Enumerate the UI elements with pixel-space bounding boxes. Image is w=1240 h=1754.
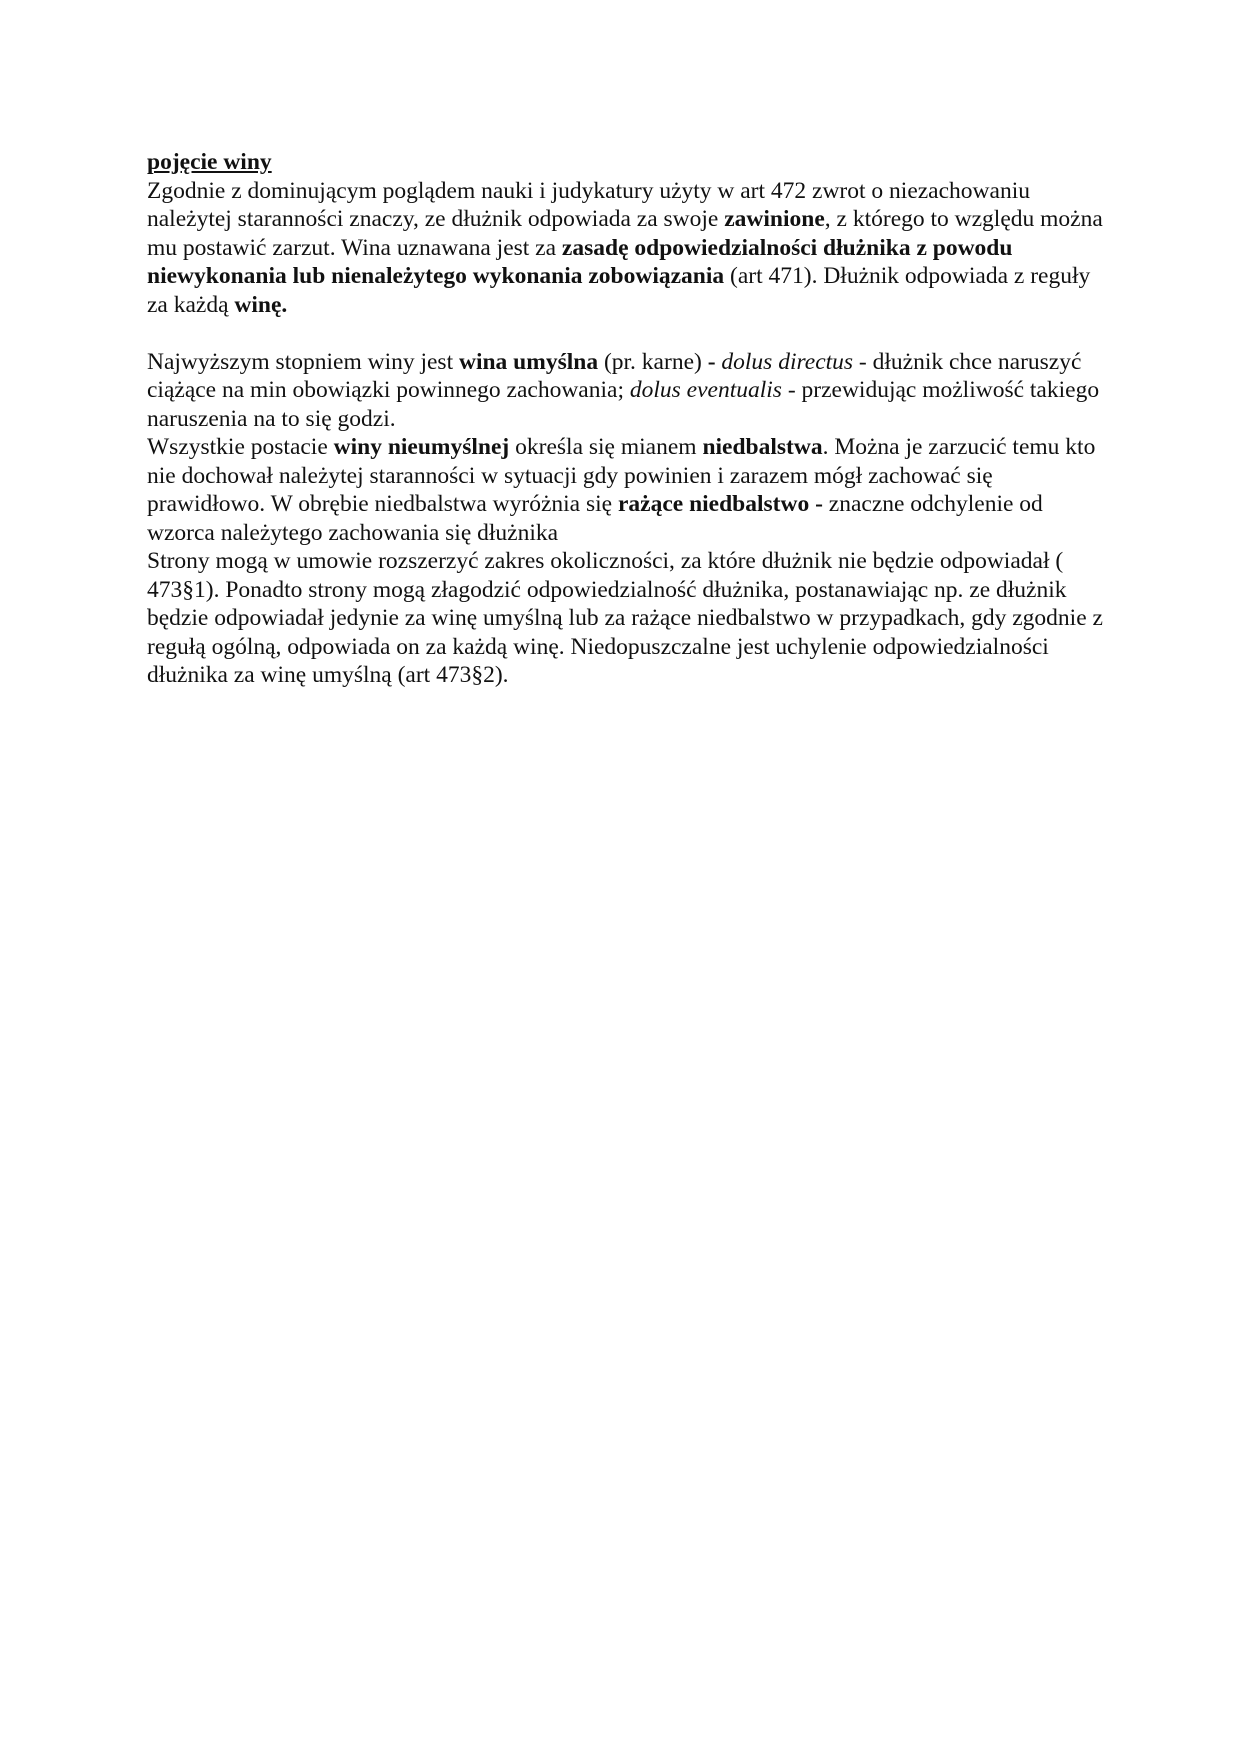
text-run: (art 471). Dłużnik odpowiada z reguły za każdą [147,263,1091,318]
text-run: zawinione [724,206,825,232]
text-run: dolus directus [721,348,854,375]
text-run: wina umyślna [458,348,599,375]
paragraph-spacer [147,319,1107,348]
text-run: zasadę odpowiedzialności dłużnika z powodu niewykonania lub nienależytego wykonania zobowiązania [147,234,1013,289]
text-run: winę. [234,291,288,318]
text-run: winy nieumyślnej [333,434,510,460]
document-title: pojęcie winy [147,149,272,175]
text-run: rażące niedbalstwo - [617,491,823,517]
text-run: znaczne odchylenie od wzorca należytego zachowania się dłużnika [147,491,1043,546]
text-run: dolus eventualis [629,377,782,403]
document-body [147,148,1107,690]
text-run: . Można je zarzucić temu kto nie dochował należytej staranności w sytuacji gdy powinien i zarazem mógł zachować się prawidłowo. W obrębie niedbalstwa wyróżnia się [147,434,1096,517]
paragraph-2 [147,348,1107,434]
text-run: Zgodnie z dominującym poglądem nauki i judykatury użyty w art 472 zwrot o niezachowaniu należytej staranności znaczy, ze dłużnik odpowiada za swoje [147,177,1030,232]
text-run: (pr. karne) [598,348,708,375]
text-run: Wszystkie postacie [147,434,334,460]
text-run: Najwyższym stopniem winy jest [147,348,459,375]
text-run: - przewidując możliwość takiego naruszenia na to się godzi. [147,377,1100,432]
text-run: niedbalstwa [702,434,823,460]
text-run: Strony mogą w umowie rozszerzyć zakres okoliczności, za które dłużnik nie będzie odpowiadał ( 473§1). Ponadto strony mogą złagodzić odpowiedzialność dłużnika, postanawiając np. ze dłużnik będzie odpowiadał jedynie za winę umyślną lub za rażące niedbalstwo w przypadkach, gdy zgodnie z regułą ogólną, odpowiada on za każdą winę. Niedopuszczalne jest uchylenie odpowiedzialności dłużnika za winę umyślną (art 473§2). [147,548,1103,688]
paragraph-4 [147,547,1107,690]
text-run: - [707,348,722,375]
text-run: , z którego to względu można mu postawić zarzut. Wina uznawana jest za [147,206,1103,261]
paragraph-1 [147,177,1107,320]
paragraph-3 [147,433,1107,547]
text-run: określa się mianem [509,434,703,460]
text-run: - dłużnik chce naruszyć ciążące na min obowiązki powinnego zachowania; [147,348,1082,403]
